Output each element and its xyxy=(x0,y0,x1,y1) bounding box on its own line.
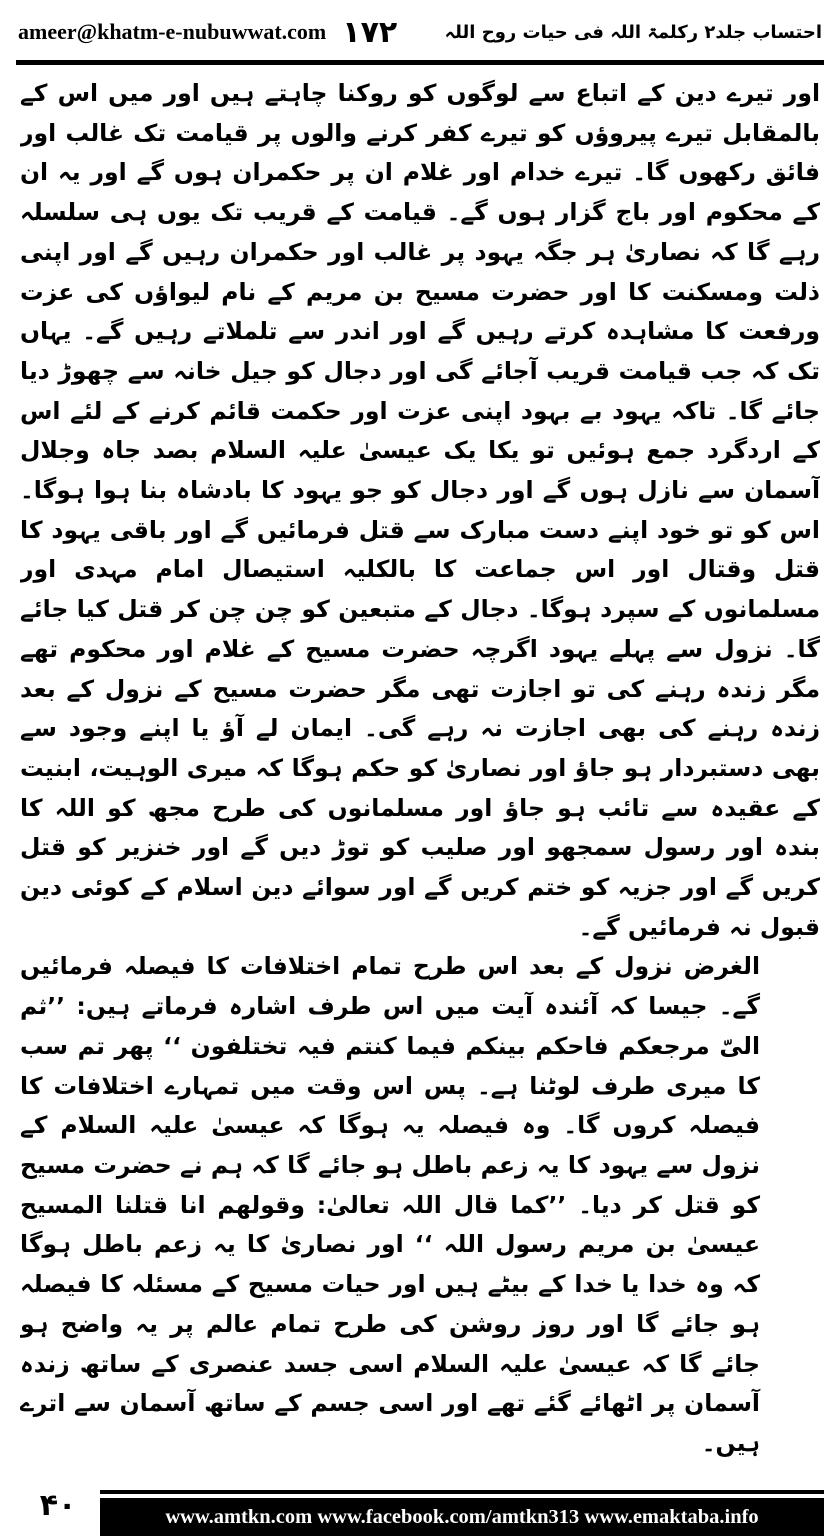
footer-rule xyxy=(16,1490,824,1494)
header-rule xyxy=(16,60,824,65)
sheet-number: ۴۰ xyxy=(16,1482,100,1528)
paragraph-2: الغرض نزول کے بعد اس طرح تمام اختلافات کا فیصلہ فرمائیں گے۔ جیسا کہ آئندہ آیت میں اس طرف اشارہ فرماتے ہیں: ’’ثم الیّ مرجعکم فاحکم بینکم فیما کنتم فیہ تختلفون ‘‘ پھر تم سب کا میری طرف لوٹنا ہے۔ پس اس وقت میں تمہارے اختلافات کا فیصلہ کروں گا۔ وہ فیصلہ یہ ہوگا کہ عیسیٰ علیہ السلام کے نزول سے یہود کا یہ زعم باطل ہو جائے گا کہ ہم نے حضرت مسیح کو قتل کر دیا۔ ’’کما قال اللہ تعالیٰ: وقولھم انا قتلنا المسیح عیسیٰ بن مریم رسول اللہ ‘‘ اور نصاریٰ کا یہ زعم باطل ہوگا کہ وہ خدا یا خدا کے بیٹے ہیں اور حیات مسیح کے مسئلہ کا فیصلہ ہو جائے گا اور روز روشن کی طرح تمام عالم پر یہ واضح ہو جائے گا کہ عیسیٰ علیہ السلام اسی جسد عنصری کے ساتھ زندہ آسمان پر اٹھائے گئے تھے اور اسی جسم کے ساتھ آسمان سے اترے ہیں۔ xyxy=(20,952,760,1457)
page-number: ۱۷۲ xyxy=(342,14,398,50)
footer-links: www.amtkn.com www.facebook.com/amtkn313 www.emaktaba.info xyxy=(165,1505,759,1528)
header-email: ameer@khatm-e-nubuwwat.com xyxy=(18,19,327,44)
header-left xyxy=(18,15,397,50)
footer-links-bar xyxy=(100,1498,824,1536)
running-title: احتساب جلد۲ رکلمۃ اللہ فی حیات روح اللہ xyxy=(444,21,822,43)
page-header xyxy=(18,8,822,56)
paragraph-1: اور تیرے دین کے اتباع سے لوگوں کو روکنا چاہتے ہیں اور میں اس کے بالمقابل تیرے پیروؤں کو تیرے کفر کرنے والوں پر قیامت تک غالب اور فائق رکھوں گا۔ تیرے خدام اور غلام ان پر حکمران ہوں گے اور یہ ان کے محکوم اور باج گزار ہوں گے۔ قیامت کے قریب تک یوں ہی سلسلہ رہے گا کہ نصاریٰ ہر جگہ یہود پر غالب اور حکمران رہیں گے اور اپنی ذلت ومسکنت کا اور حضرت مسیح بن مریم کے نام لیواؤں کی عزت ورفعت کا مشاہدہ کرتے رہیں گے اور اندر سے تلملاتے رہیں گے۔ یہاں تک کہ جب قیامت قریب آجائے گی اور دجال کو جیل خانہ سے چھوڑ دیا جائے گا۔ تاکہ یہود بے بہود اپنی عزت اور حکمت قائم کرنے کے لئے اس کے اردگرد جمع ہوئیں تو یکا یک عیسیٰ علیہ السلام بصد جاہ وجلال آسمان سے نازل ہوں گے اور دجال کو جو یہود کا بادشاہ بنا ہوا ہوگا۔ اس کو تو خود اپنے دست مبارک سے قتل فرمائیں گے اور باقی یہود کا قتل وقتال اور اس جماعت کا بالکلیہ استیصال امام مہدی اور مسلمانوں کے سپرد ہوگا۔ دجال کے متبعین کو چن چن کر قتل کیا جائے گا۔ نزول سے پہلے یہود اگرچہ حضرت مسیح کے غلام اور محکوم تھے مگر زندہ رہنے کی تو اجازت تھی مگر حضرت مسیح کے نزول کے بعد زندہ رہنے کی بھی اجازت نہ رہے گی۔ ایمان لے آؤ یا اپنے وجود سے بھی دستبردار ہو جاؤ اور نصاریٰ کو حکم ہوگا کہ میری الوہیت، ابنیت کے عقیدہ سے تائب ہو جاؤ اور مسلمانوں کی طرح مجھ کو اللہ کا بندہ اور رسول سمجھو اور صلیب کو توڑ دیں گے اور خنزیر کو قتل کریں گے اور جزیہ کو ختم کریں گے اور سوائے دین اسلام کے کوئی دین قبول نہ فرمائیں گے۔ xyxy=(20,79,820,941)
page-body xyxy=(20,74,820,1474)
